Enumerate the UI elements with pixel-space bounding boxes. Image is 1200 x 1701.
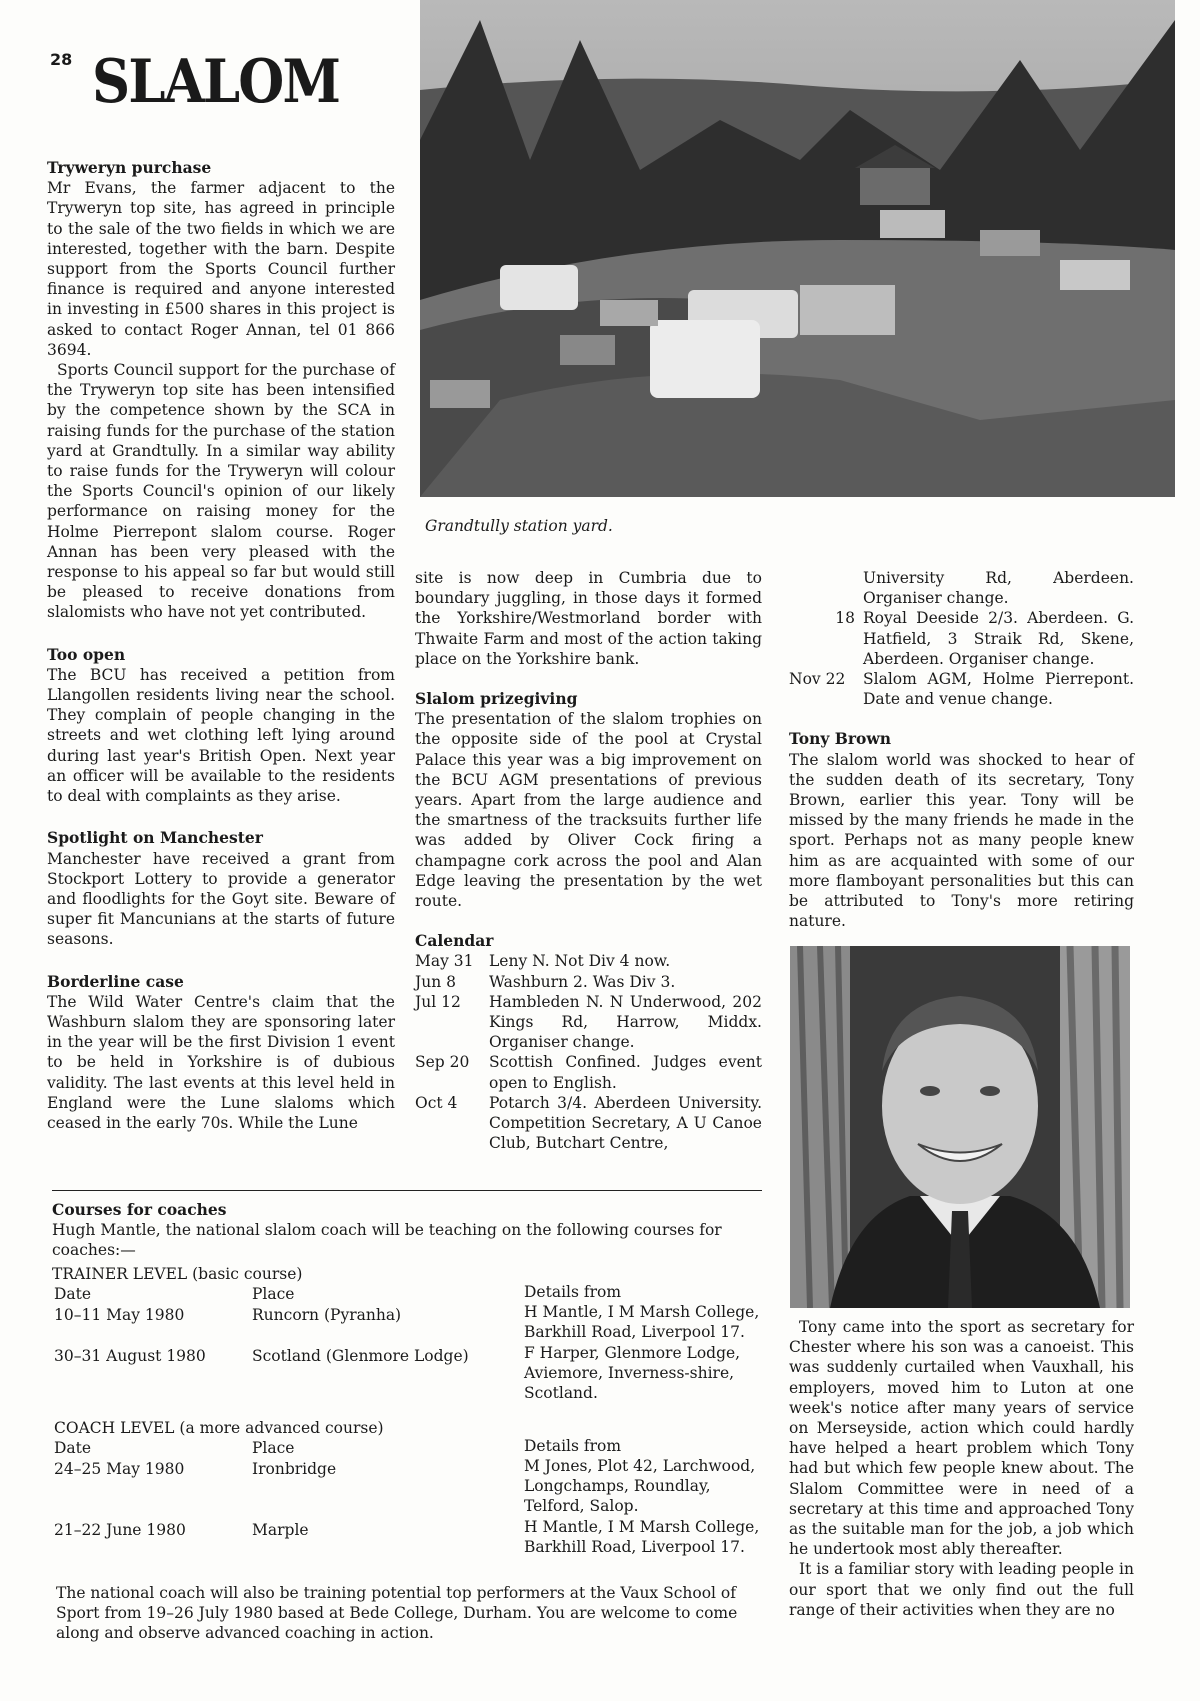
calendar-heading: Calendar: [415, 931, 494, 951]
calendar-item: [789, 568, 1134, 608]
course-place: Runcorn (Pyranha): [252, 1306, 402, 1324]
coach-level-title: COACH LEVEL (a more advanced course): [54, 1419, 384, 1437]
calendar-date: Jun 8: [415, 972, 456, 991]
section-text: Sports Council support for the purchase of the Tryweryn top site has been intensified by the competence shown by the SCA in raising funds for the purchase of the station yard at Grandtully. In a similar way ability to raise funds for the Tryweryn will colour the Sports Council's opinion of our likely performance on raising money for the Holme Pierrepont slalom course. Roger Annan has been very pleased with the response to his appeal so far but would still be pleased to receive donations from slalomists who have not yet contributed.: [47, 361, 395, 622]
col-details-header: Details from: [524, 1437, 622, 1455]
course-details: H Mantle, I M Marsh College, Barkhill Road, Liverpool 17.: [524, 1303, 760, 1341]
column-3-continued: [789, 1317, 1134, 1620]
section-text: Hugh Mantle, the national slalom coach will be teaching on the following courses for coaches:—: [52, 1221, 722, 1260]
calendar-date: May 31: [415, 952, 474, 971]
section-text: Mr Evans, the farmer adjacent to the Tryweryn top site, has agreed in principle to the sale of the two fields in which we are interested, together with the barn. Despite support from the Sports Council further finance is required and anyone interested in investing in £500 shares in this project is asked to contact Roger Annan, tel 01 866 3694.: [47, 179, 395, 359]
calendar-item: [415, 1052, 762, 1092]
course-place: Ironbridge: [252, 1460, 337, 1478]
calendar-text: Washburn 2. Was Div 3.: [489, 972, 676, 991]
section-divider: [52, 1190, 762, 1191]
course-details: M Jones, Plot 42, Larchwood, Longchamps, Roundlay, Telford, Salop.: [524, 1457, 756, 1515]
tony-brown-portrait-photo: [790, 946, 1130, 1308]
section-heading: Courses for coaches: [52, 1200, 227, 1219]
course-details: H Mantle, I M Marsh College, Barkhill Road, Liverpool 17.: [524, 1518, 760, 1556]
section-text: It is a familiar story with leading people in our sport that we only find out the full range of their activities when they are no: [789, 1560, 1134, 1619]
calendar-date: Nov 22: [789, 670, 846, 689]
section-heading: Borderline case: [47, 971, 184, 991]
trainer-level-title: TRAINER LEVEL (basic course): [52, 1265, 303, 1283]
calendar-text: Royal Deeside 2/3. Aberdeen. G. Hatfield, 3 Straik Rd, Skene, Aberdeen. Organiser change.: [863, 609, 1134, 668]
calendar-text: Potarch 3/4. Aberdeen University. Competition Secretary, A U Canoe Club, Butchart Centre,: [489, 1093, 762, 1153]
course-date: 10–11 May 1980: [54, 1306, 185, 1324]
calendar-item: [415, 951, 762, 971]
course-place: Scotland (Glenmore Lodge): [252, 1347, 469, 1365]
course-details: F Harper, Glenmore Lodge, Aviemore, Inverness-shire, Scotland.: [524, 1344, 741, 1402]
column-1: [47, 158, 395, 1133]
column-3: [789, 568, 1134, 931]
course-date: 30–31 August 1980: [54, 1347, 206, 1365]
section-text: The slalom world was shocked to hear of the sudden death of its secretary, Tony Brown, earlier this year. Tony will be missed by the many friends he made in the sport. Perhaps not as many people knew him as are acquainted with some of our more flamboyant personalities but this can be attributed to Tony's more retiring nature.: [789, 750, 1134, 931]
col-details-header: Details from: [524, 1283, 622, 1301]
calendar-date: [789, 568, 863, 608]
calendar-list-continued: [789, 568, 1134, 709]
calendar-item: [415, 992, 762, 1053]
courses-intro: [52, 1200, 767, 1261]
calendar-text: Hambleden N. N Underwood, 202 Kings Rd, Harrow, Middx. Organiser change.: [489, 992, 762, 1052]
page-number: 28: [50, 50, 73, 69]
calendar-text: Slalom AGM, Holme Pierrepont. Date and venue change.: [863, 670, 1134, 709]
calendar-item: [415, 1093, 762, 1154]
calendar-text: University Rd, Aberdeen. Organiser change.: [863, 569, 1134, 608]
calendar-date: 18: [835, 609, 855, 628]
calendar-list: [415, 951, 762, 1153]
calendar-text: Scottish Confined. Judges event open to English.: [489, 1053, 762, 1092]
section-text: The BCU has received a petition from Llangollen residents living near the school. They complain of people changing in the streets and wet clothing left lying around during last year's British Open. Next year an officer will be available to the residents to deal with complaints as they arise.: [47, 665, 395, 806]
section-heading: Slalom prizegiving: [415, 689, 578, 709]
calendar-date: Oct 4: [415, 1093, 458, 1112]
section-text: The national coach will also be training potential top performers at the Vaux School of Sport from 19–26 July 1980 based at Bede College, Durham. You are welcome to come along and observe advanced coaching in action.: [56, 1584, 738, 1643]
section-heading: Tony Brown: [789, 729, 891, 749]
calendar-date: Jul 12: [415, 992, 461, 1011]
course-date: 21–22 June 1980: [54, 1521, 186, 1539]
section-text: Manchester have received a grant from Stockport Lottery to provide a generator and floodlights for the Goyt site. Beware of super fit Mancunians at the starts of future seasons.: [47, 849, 395, 949]
section-text: The Wild Water Centre's claim that the Washburn slalom they are sponsoring later in the year will be the first Division 1 event to be held in Yorkshire is of dubious validity. The last events at this level held in England were the Lune slaloms which ceased in the early 70s. While the Lune: [47, 992, 395, 1132]
calendar-item: [415, 972, 762, 992]
courses-footer: [56, 1583, 766, 1644]
calendar-item: [789, 669, 1134, 709]
calendar-date: Sep 20: [415, 1053, 470, 1072]
section-text: Tony came into the sport as secretary for Chester where his son was a canoeist. This was suddenly curtailed when Vauxhall, his employers, moved him to Luton at one week's notice after many years of service on Merseyside, action which could hardly have helped a heart problem which Tony had but which few people knew about. The Slalom Committee were in need of a secretary at this time and approached Tony as the suitable man for the job, a job which he undertook most ably thereafter.: [789, 1318, 1134, 1559]
col-place-header: Place: [252, 1285, 295, 1303]
section-text: site is now deep in Cumbria due to boundary juggling, in those days it formed the Yorkshire/Westmorland border with Thwaite Farm and most of the action taking place on the Yorkshire bank.: [415, 569, 762, 668]
calendar-text: Leny N. Not Div 4 now.: [489, 952, 671, 971]
section-text: The presentation of the slalom trophies on the opposite side of the pool at Crystal Palace this year was a big improvement on the BCU AGM presentations of previous years. Apart from the large audience and the smartness of the tracksuits further life was added by Oliver Cock firing a champagne cork across the pool and Alan Edge leaving the presentation by the wet route.: [415, 710, 762, 911]
col-date-header: Date: [54, 1285, 92, 1303]
col-place-header: Place: [252, 1439, 295, 1457]
page-title: SLALOM: [92, 47, 340, 117]
course-place: Marple: [252, 1521, 309, 1539]
section-heading: Spotlight on Manchester: [47, 828, 263, 848]
section-heading: Tryweryn purchase: [47, 158, 212, 177]
section-heading: Too open: [47, 644, 126, 664]
col-date-header: Date: [54, 1439, 92, 1457]
grandtully-station-yard-photo: [420, 0, 1175, 497]
course-date: 24–25 May 1980: [54, 1460, 185, 1478]
calendar-item: [789, 608, 1134, 669]
photo-caption: Grandtully station yard.: [425, 517, 613, 535]
column-2: [415, 568, 762, 1153]
